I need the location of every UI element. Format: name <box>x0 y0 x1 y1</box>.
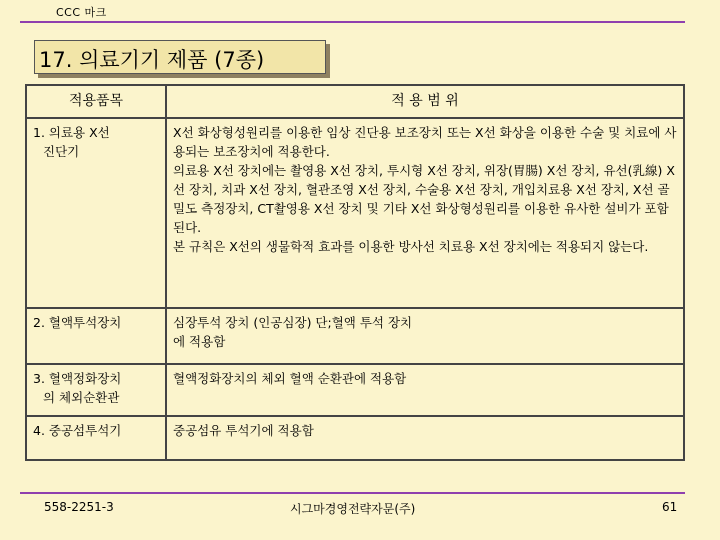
scope-paragraph: X선 화상형성원리를 이용한 임상 진단용 보조장치 또는 X선 화상을 이용한 수술 및 치료에 사용되는 보조장치에 적용한다. <box>173 125 677 159</box>
item-name-line: 2. 혈액투석장치 <box>33 315 122 330</box>
table-row <box>26 364 684 416</box>
item-name-line: 1. 의료용 X선 <box>33 125 110 140</box>
item-cell <box>26 416 166 460</box>
item-name-line: 3. 혈액정화장치 <box>33 371 122 386</box>
column-header-scope: 적 용 범 위 <box>166 85 684 118</box>
scope-paragraph: 중공섬유 투석기에 적용함 <box>173 423 314 438</box>
footer-company: 시그마경영전략자문(주) <box>290 502 416 516</box>
item-name-line: 진단기 <box>43 144 80 159</box>
scope-paragraph: 본 규칙은 X선의 생물학적 효과를 이용한 방사선 치료용 X선 장치에는 적용되지 않는다. <box>173 239 649 254</box>
table-row <box>26 308 684 364</box>
table-row <box>26 416 684 460</box>
scope-paragraph: 심장투석 장치 (인공심장) 단;혈액 투석 장치에 적용함 <box>173 315 413 349</box>
header-label: CCC 마크 <box>56 6 107 19</box>
footer-document-code: 558-2251-3 <box>44 500 114 514</box>
scope-cell <box>166 416 684 460</box>
scope-cell <box>166 364 684 416</box>
item-cell <box>26 364 166 416</box>
header-divider <box>20 21 685 23</box>
table-header-row <box>26 85 684 118</box>
scope-paragraph: 혈액정화장치의 체외 혈액 순환관에 적용함 <box>173 371 407 386</box>
page-title: 17. 의료기기 제품 (7종) <box>39 48 265 72</box>
scope-cell <box>166 308 684 364</box>
item-cell <box>26 118 166 308</box>
item-name-line: 4. 중공섬투석기 <box>33 423 122 438</box>
item-cell <box>26 308 166 364</box>
scope-cell <box>166 118 684 308</box>
title-box <box>34 40 326 74</box>
footer-divider <box>20 492 685 494</box>
scope-table <box>25 84 685 461</box>
table-row <box>26 118 684 308</box>
page-number: 61 <box>662 500 678 514</box>
item-name-line: 의 체외순환관 <box>43 390 120 405</box>
column-header-item: 적용품목 <box>26 85 166 118</box>
scope-paragraph: 의료용 X선 장치에는 촬영용 X선 장치, 투시형 X선 장치, 위장(胃腸) X선 장치, 유선(乳線) X선 장치, 치과 X선 장치, 혈관조영 X선 장치, 수술용 X선 장치, 개입치료용 X선 장치, X선 골밀도 측정장치, CT촬영용 X선 장치 및 기타 X선 화상형성원리를 이용한 유사한 설비가 포함된다. <box>173 163 675 235</box>
